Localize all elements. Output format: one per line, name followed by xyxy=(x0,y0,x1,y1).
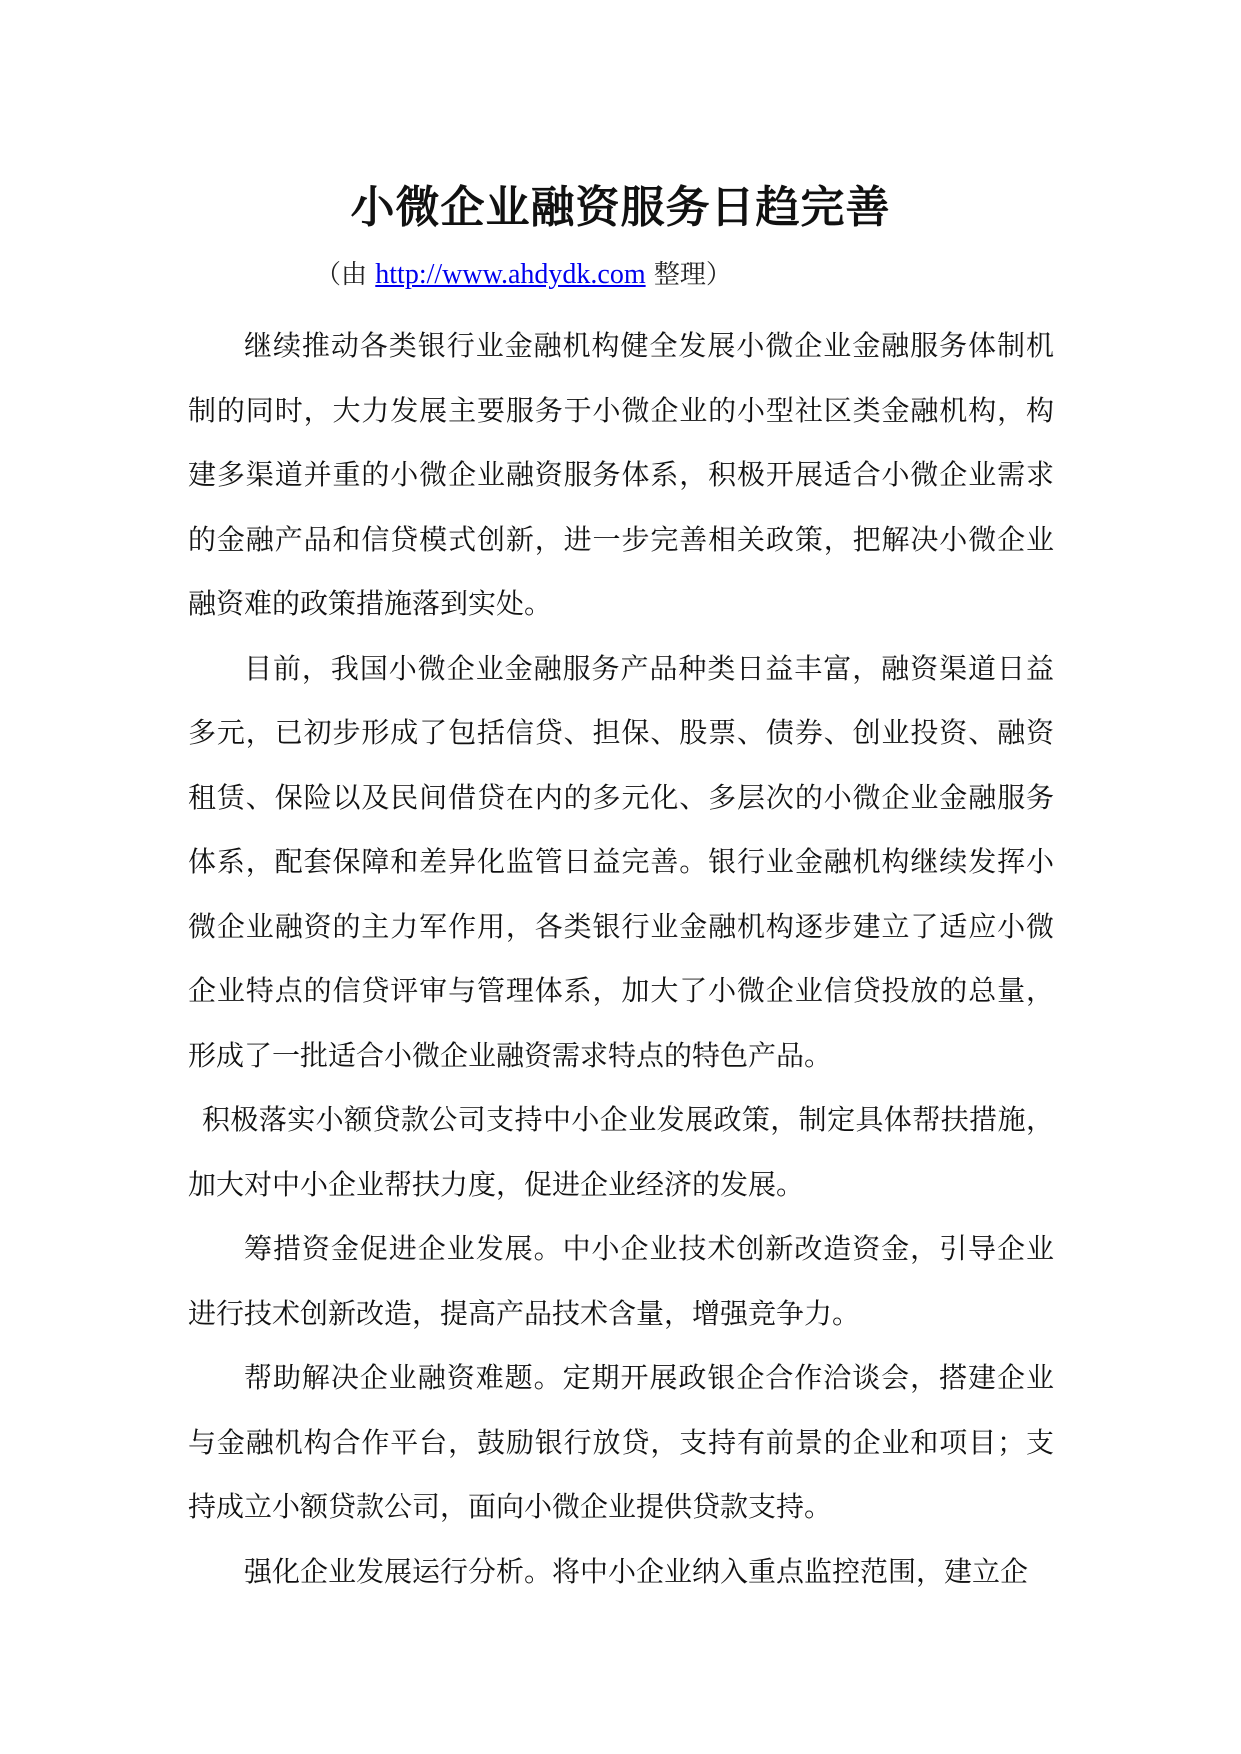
paragraph: 帮助解决企业融资难题。定期开展政银企合作洽谈会，搭建企业与金融机构合作平台，鼓励银行放贷，支持有前景的企业和项目；支持成立小额贷款公司，面向小微企业提供贷款支持。 xyxy=(188,1361,1054,1523)
paragraph: 积极落实小额贷款公司支持中小企业发展政策，制定具体帮扶措施，加大对中小企业帮扶力度，促进企业经济的发展。 xyxy=(188,1103,1054,1201)
source-link[interactable]: http://www.ahdydk.com xyxy=(375,259,646,290)
source-suffix: 整理） xyxy=(645,260,732,290)
document-title: 小微企业融资服务日趋完善 xyxy=(350,182,891,233)
paragraph: 强化企业发展运行分析。将中小企业纳入重点监控范围，建立企 xyxy=(244,1554,1029,1588)
paragraph: 筹措资金促进企业发展。中小企业技术创新改造资金，引导企业进行技术创新改造，提高产品技术含量，增强竞争力。 xyxy=(188,1232,1054,1330)
source-line xyxy=(315,255,732,295)
paragraph: 目前，我国小微企业金融服务产品种类日益丰富，融资渠道日益多元，已初步形成了包括信贷、担保、股票、债券、创业投资、融资租赁、保险以及民间借贷在内的多元化、多层次的小微企业金融服务体系，配套保障和差异化监管日益完善。银行业金融机构继续发挥小微企业融资的主力军作用，各类银行业金融机构逐步建立了适应小微企业特点的信贷评审与管理体系，加大了小微企业信贷投放的总量，形成了一批适合小微企业融资需求特点的特色产品。 xyxy=(188,651,1054,1072)
paragraph: 继续推动各类银行业金融机构健全发展小微企业金融服务体制机制的同时，大力发展主要服务于小微企业的小型社区类金融机构，构建多渠道并重的小微企业融资服务体系，积极开展适合小微企业需求的金融产品和信贷模式创新，进一步完善相关政策，把解决小微企业融资难的政策措施落到实处。 xyxy=(188,329,1054,620)
source-prefix: （由 xyxy=(315,260,376,290)
document-body xyxy=(188,314,1054,1604)
